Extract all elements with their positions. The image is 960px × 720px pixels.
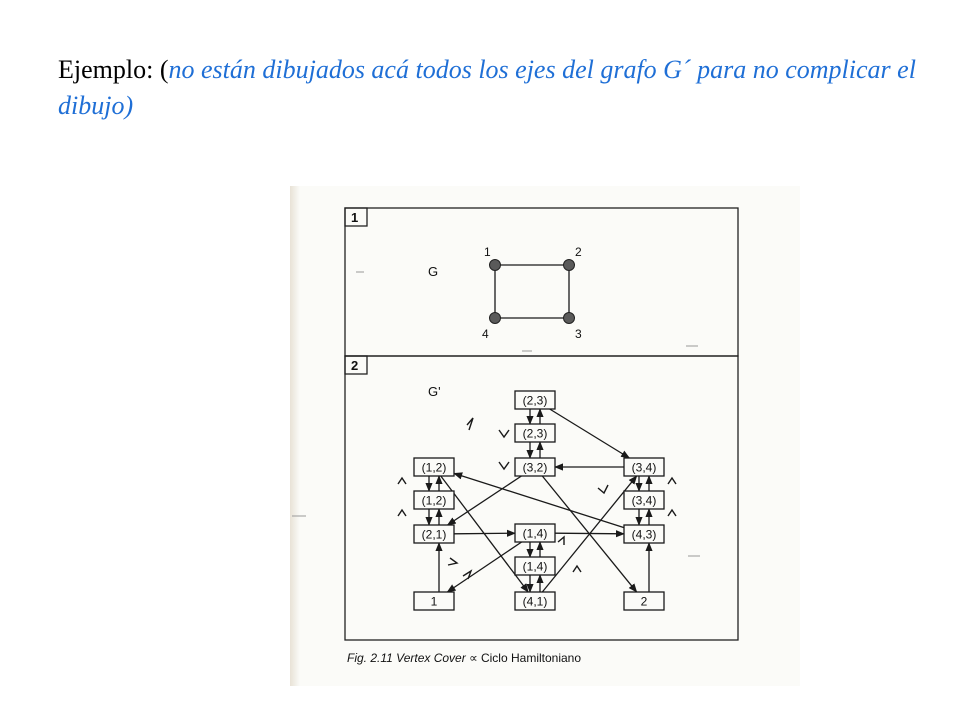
title-note: no están dibujados acá todos los ejes del grafo G´ para no complicar el dibujo) xyxy=(58,55,916,120)
graph-g-vertices xyxy=(482,245,582,341)
graph-g-prime-node xyxy=(414,458,454,476)
node-label: (2,1) xyxy=(421,527,447,542)
figure-caption xyxy=(347,651,581,665)
hand-mark xyxy=(398,478,406,484)
graph-g-edges xyxy=(495,265,569,318)
graph-g-vertex-label: 2 xyxy=(575,245,582,259)
graph-g-vertex xyxy=(490,313,501,324)
node-label: 2 xyxy=(640,594,648,609)
graph-g-prime-node xyxy=(414,525,454,543)
node-label: (1,4) xyxy=(522,559,548,574)
graph-g-prime-node xyxy=(414,592,454,610)
node-label: (1,2) xyxy=(421,493,447,508)
graph-g-prime-node xyxy=(515,458,555,476)
graph-g-prime-node xyxy=(624,592,664,610)
hand-mark xyxy=(668,478,676,484)
hand-mark xyxy=(499,462,509,469)
node-label: (3,4) xyxy=(631,493,657,508)
graph-g-prime-node xyxy=(624,491,664,509)
hand-mark xyxy=(448,558,457,565)
node-label: (4,1) xyxy=(522,594,548,609)
scanned-figure xyxy=(290,186,800,686)
graph-g-prime-edge xyxy=(550,409,630,458)
node-label: (1,2) xyxy=(421,460,447,475)
node-label: (2,3) xyxy=(522,426,548,441)
hand-mark xyxy=(499,430,509,437)
graph-g-vertex xyxy=(490,260,501,271)
graph-g-vertex-label: 4 xyxy=(482,327,489,341)
node-label: (3,2) xyxy=(522,460,548,475)
panel-2-number: 2 xyxy=(351,358,359,373)
graph-g-vertex xyxy=(564,260,575,271)
graph-g-prime-node xyxy=(515,524,555,542)
graph-g-label: G xyxy=(428,264,439,279)
graph-g-prime-node xyxy=(515,592,555,610)
figure-diagram xyxy=(290,186,800,686)
caption-figure: Fig. 2.11 Vertex Cover xyxy=(347,651,470,665)
panel-1-number: 1 xyxy=(351,210,359,225)
hand-mark xyxy=(467,418,473,430)
graph-g-prime-node xyxy=(414,491,454,509)
graph-g-prime-node xyxy=(515,424,555,442)
node-label: 1 xyxy=(430,594,438,609)
hand-mark xyxy=(668,510,676,516)
hand-mark xyxy=(558,537,564,545)
graph-g-prime-node xyxy=(515,557,555,575)
node-label: (4,3) xyxy=(631,527,657,542)
node-label: (2,3) xyxy=(522,393,548,408)
graph-g-vertex xyxy=(564,313,575,324)
panel-1-frame xyxy=(345,208,738,356)
graph-g-prime-node xyxy=(515,391,555,409)
hand-mark xyxy=(573,566,581,572)
node-label: (3,4) xyxy=(631,460,657,475)
title-prefix: Ejemplo: ( xyxy=(58,55,169,84)
hand-mark xyxy=(398,510,406,516)
graph-g-prime-edge xyxy=(447,542,521,592)
graph-g-prime-node xyxy=(624,458,664,476)
hand-mark xyxy=(598,485,608,493)
graph-g-vertex-label: 3 xyxy=(575,327,582,341)
caption-rest: Ciclo Hamiltoniano xyxy=(477,651,582,665)
hand-mark xyxy=(463,571,471,579)
slide-title xyxy=(58,52,918,124)
graph-g-prime-node xyxy=(624,525,664,543)
node-label: (1,4) xyxy=(522,526,548,541)
graph-g-prime-label: G' xyxy=(428,384,441,399)
graph-g-prime-edge xyxy=(454,473,624,527)
graph-g-vertex-label: 1 xyxy=(484,245,491,259)
caption-symbol: ∝ xyxy=(469,651,478,665)
